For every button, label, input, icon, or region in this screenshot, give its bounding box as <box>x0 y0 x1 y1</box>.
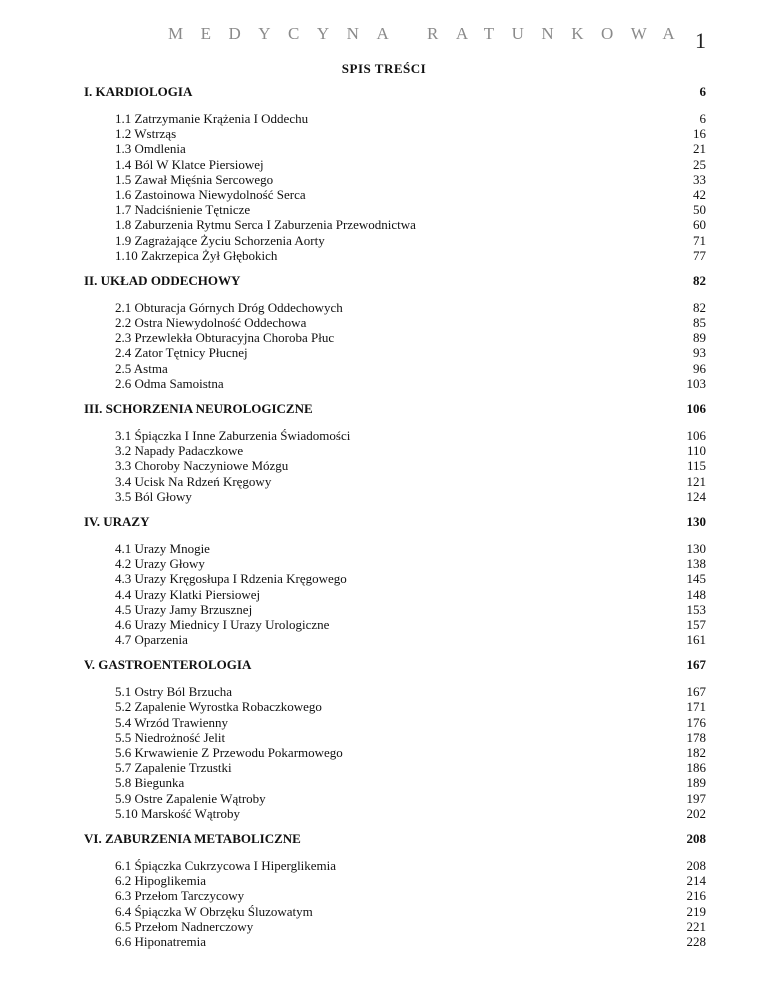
entry-page-number: 176 <box>686 714 706 730</box>
toc-entry[interactable] <box>84 233 706 248</box>
entry-page-number: 214 <box>686 873 706 889</box>
entry-page-number: 93 <box>693 345 706 361</box>
entry-page-number: 16 <box>693 126 706 142</box>
entry-page-number: 33 <box>693 171 706 187</box>
toc-entry[interactable] <box>84 458 706 473</box>
entry-label: 5.5 Niedrożność Jelit <box>115 729 226 745</box>
section-title: V. GASTROENTEROLOGIA <box>84 657 252 673</box>
table-of-contents <box>84 84 706 949</box>
toc-section <box>84 84 706 263</box>
entry-label: 4.1 Urazy Mnogie <box>115 540 210 556</box>
entry-label: 1.10 Zakrzepica Żył Głębokich <box>115 247 278 263</box>
toc-entry[interactable] <box>84 300 706 315</box>
entry-page-number: 161 <box>686 632 706 648</box>
entry-page-number: 189 <box>686 775 706 791</box>
toc-entry[interactable] <box>84 172 706 187</box>
toc-entry[interactable] <box>84 443 706 458</box>
entry-label: 3.4 Ucisk Na Rdzeń Kręgowy <box>115 473 272 489</box>
section-title: I. KARDIOLOGIA <box>84 84 193 99</box>
section-page-number: 82 <box>693 272 706 288</box>
toc-entry[interactable] <box>84 858 706 873</box>
entry-page-number: 167 <box>686 684 706 700</box>
entry-page-number: 110 <box>686 443 706 459</box>
entry-page-number: 6 <box>699 111 706 126</box>
entry-label: 6.5 Przełom Nadnerczowy <box>115 918 254 934</box>
entry-page-number: 103 <box>686 375 706 391</box>
entry-label: 4.7 Oparzenia <box>115 632 188 648</box>
entry-page-number: 216 <box>686 888 706 904</box>
toc-entry[interactable] <box>84 541 706 556</box>
entry-label: 5.1 Ostry Ból Brzucha <box>115 684 232 700</box>
entry-page-number: 77 <box>693 247 706 263</box>
entry-label: 4.4 Urazy Klatki Piersiowej <box>115 586 261 602</box>
toc-entry[interactable] <box>84 376 706 391</box>
toc-title: SPIS TREŚCI <box>341 61 427 76</box>
toc-entry[interactable] <box>84 904 706 919</box>
entry-page-number: 221 <box>686 918 706 934</box>
entry-page-number: 82 <box>693 299 706 315</box>
entry-label: 2.6 Odma Samoistna <box>115 375 224 391</box>
entry-label: 2.4 Zator Tętnicy Płucnej <box>115 345 248 361</box>
entry-page-number: 197 <box>686 790 706 806</box>
toc-entry[interactable] <box>84 760 706 775</box>
toc-entry[interactable] <box>84 556 706 571</box>
entry-label: 1.1 Zatrzymanie Krążenia I Oddechu <box>115 111 309 126</box>
toc-entry[interactable] <box>84 187 706 202</box>
entry-page-number: 178 <box>686 729 706 745</box>
entry-page-number: 171 <box>686 699 706 715</box>
section-title: VI. ZABURZENIA METABOLICZNE <box>84 830 301 846</box>
entry-page-number: 153 <box>686 601 706 617</box>
toc-entry[interactable] <box>84 730 706 745</box>
toc-entry[interactable] <box>84 126 706 141</box>
toc-entry[interactable] <box>84 330 706 345</box>
entry-page-number: 71 <box>693 232 706 248</box>
entry-label: 4.2 Urazy Głowy <box>115 556 205 572</box>
toc-entry[interactable] <box>84 248 706 263</box>
running-header <box>0 22 768 52</box>
entry-label: 5.7 Zapalenie Trzustki <box>115 760 232 776</box>
entry-page-number: 219 <box>686 903 706 919</box>
entry-page-number: 145 <box>686 571 706 587</box>
entry-label: 3.3 Choroby Naczyniowe Mózgu <box>115 458 289 474</box>
entry-page-number: 186 <box>686 760 706 776</box>
toc-entry[interactable] <box>84 111 706 126</box>
entry-label: 3.1 Śpiączka I Inne Zaburzenia Świadomości <box>115 428 351 443</box>
section-heading[interactable] <box>84 401 706 417</box>
entry-label: 1.4 Ból W Klatce Piersiowej <box>115 156 264 172</box>
entry-label: 3.5 Ból Głowy <box>115 488 192 504</box>
entry-label: 1.7 Nadciśnienie Tętnicze <box>115 202 251 218</box>
section-heading[interactable] <box>84 273 706 289</box>
entry-page-number: 96 <box>693 360 706 376</box>
toc-entry[interactable] <box>84 202 706 217</box>
toc-entry[interactable] <box>84 632 706 647</box>
toc-entry[interactable] <box>84 919 706 934</box>
toc-entry[interactable] <box>84 361 706 376</box>
toc-entry[interactable] <box>84 873 706 888</box>
toc-entry[interactable] <box>84 684 706 699</box>
toc-entry[interactable] <box>84 745 706 760</box>
entry-label: 2.3 Przewlekła Obturacyjna Choroba Płuc <box>115 330 335 346</box>
section-heading[interactable] <box>84 657 706 673</box>
toc-entry[interactable] <box>84 806 706 821</box>
toc-entry[interactable] <box>84 315 706 330</box>
entry-label: 6.1 Śpiączka Cukrzycowa I Hiperglikemia <box>115 857 337 873</box>
entry-page-number: 228 <box>686 933 706 949</box>
entry-label: 5.10 Marskość Wątroby <box>115 805 241 821</box>
entry-label: 5.4 Wrzód Trawienny <box>115 714 228 730</box>
entry-label: 3.2 Napady Padaczkowe <box>115 443 244 459</box>
entry-label: 6.3 Przełom Tarczycowy <box>115 888 245 904</box>
entry-page-number: 115 <box>686 458 706 474</box>
entry-label: 2.1 Obturacja Górnych Dróg Oddechowych <box>115 299 343 315</box>
toc-entry[interactable] <box>84 428 706 443</box>
entry-page-number: 85 <box>693 315 706 331</box>
entry-label: 5.2 Zapalenie Wyrostka Robaczkowego <box>115 699 322 715</box>
entry-page-number: 130 <box>686 540 706 556</box>
entry-label: 6.4 Śpiączka W Obrzęku Śluzowatym <box>115 903 313 919</box>
toc-entry[interactable] <box>84 489 706 504</box>
entry-page-number: 121 <box>686 473 706 489</box>
toc-entry[interactable] <box>84 141 706 156</box>
entry-label: 4.5 Urazy Jamy Brzusznej <box>115 601 253 617</box>
section-page-number: 130 <box>686 513 706 529</box>
section-heading[interactable] <box>84 84 706 100</box>
toc-entry[interactable] <box>84 888 706 903</box>
entry-page-number: 208 <box>686 857 706 873</box>
entry-label: 5.8 Biegunka <box>115 775 185 791</box>
toc-entry[interactable] <box>84 602 706 617</box>
entry-page-number: 124 <box>686 488 706 504</box>
entry-page-number: 25 <box>693 156 706 172</box>
section-title: III. SCHORZENIA NEUROLOGICZNE <box>84 401 313 416</box>
toc-entry[interactable] <box>84 934 706 949</box>
entry-label: 1.2 Wstrząs <box>115 126 177 142</box>
entry-page-number: 21 <box>693 141 706 157</box>
entry-page-number: 89 <box>693 330 706 346</box>
entry-label: 6.6 Hiponatremia <box>115 933 206 949</box>
toc-entry[interactable] <box>84 157 706 172</box>
toc-entry[interactable] <box>84 217 706 232</box>
toc-section <box>84 401 706 504</box>
entry-label: 2.5 Astma <box>115 360 168 376</box>
entry-label: 1.8 Zaburzenia Rytmu Serca I Zaburzenia Przewodnictwa <box>115 217 416 233</box>
toc-entry[interactable] <box>84 587 706 602</box>
section-page-number: 208 <box>686 830 706 846</box>
toc-entry[interactable] <box>84 345 706 360</box>
entry-label: 4.3 Urazy Kręgosłupa I Rdzenia Kręgowego <box>115 571 347 587</box>
entry-page-number: 106 <box>686 428 706 443</box>
section-page-number: 167 <box>686 657 706 673</box>
entry-page-number: 42 <box>693 186 706 202</box>
entry-page-number: 60 <box>693 217 706 233</box>
toc-section <box>84 514 706 647</box>
running-title: MEDYCYNA RATUNKOWA <box>168 24 693 43</box>
entry-page-number: 50 <box>693 202 706 218</box>
toc-section <box>84 657 706 821</box>
toc-entry[interactable] <box>84 617 706 632</box>
toc-entry[interactable] <box>84 571 706 586</box>
toc-entry[interactable] <box>84 699 706 714</box>
section-page-number: 6 <box>699 84 706 99</box>
toc-entry[interactable] <box>84 474 706 489</box>
section-title: II. UKŁAD ODDECHOWY <box>84 272 241 288</box>
section-heading[interactable] <box>84 514 706 530</box>
entry-label: 1.9 Zagrażające Życiu Schorzenia Aorty <box>115 232 325 248</box>
toc-entry[interactable] <box>84 715 706 730</box>
section-heading[interactable] <box>84 831 706 847</box>
entry-label: 1.6 Zastoinowa Niewydolność Serca <box>115 186 306 202</box>
toc-entry[interactable] <box>84 775 706 790</box>
toc-entry[interactable] <box>84 791 706 806</box>
page-number: 1 <box>695 28 706 53</box>
section-title: IV. URAZY <box>84 513 150 529</box>
entry-page-number: 182 <box>686 745 706 760</box>
entry-page-number: 157 <box>686 616 706 632</box>
entry-label: 5.9 Ostre Zapalenie Wątroby <box>115 790 266 806</box>
entry-page-number: 148 <box>686 586 706 602</box>
entry-label: 4.6 Urazy Miednicy I Urazy Urologiczne <box>115 616 330 632</box>
entry-label: 1.3 Omdlenia <box>115 141 186 157</box>
entry-label: 1.5 Zawał Mięśnia Sercowego <box>115 171 274 187</box>
entry-page-number: 138 <box>686 556 706 572</box>
entry-label: 6.2 Hipoglikemia <box>115 873 206 889</box>
toc-section <box>84 273 706 391</box>
entry-label: 2.2 Ostra Niewydolność Oddechowa <box>115 315 307 331</box>
entry-page-number: 202 <box>686 805 706 821</box>
entry-label: 5.6 Krwawienie Z Przewodu Pokarmowego <box>115 745 343 760</box>
section-page-number: 106 <box>686 401 706 416</box>
toc-section <box>84 831 706 949</box>
